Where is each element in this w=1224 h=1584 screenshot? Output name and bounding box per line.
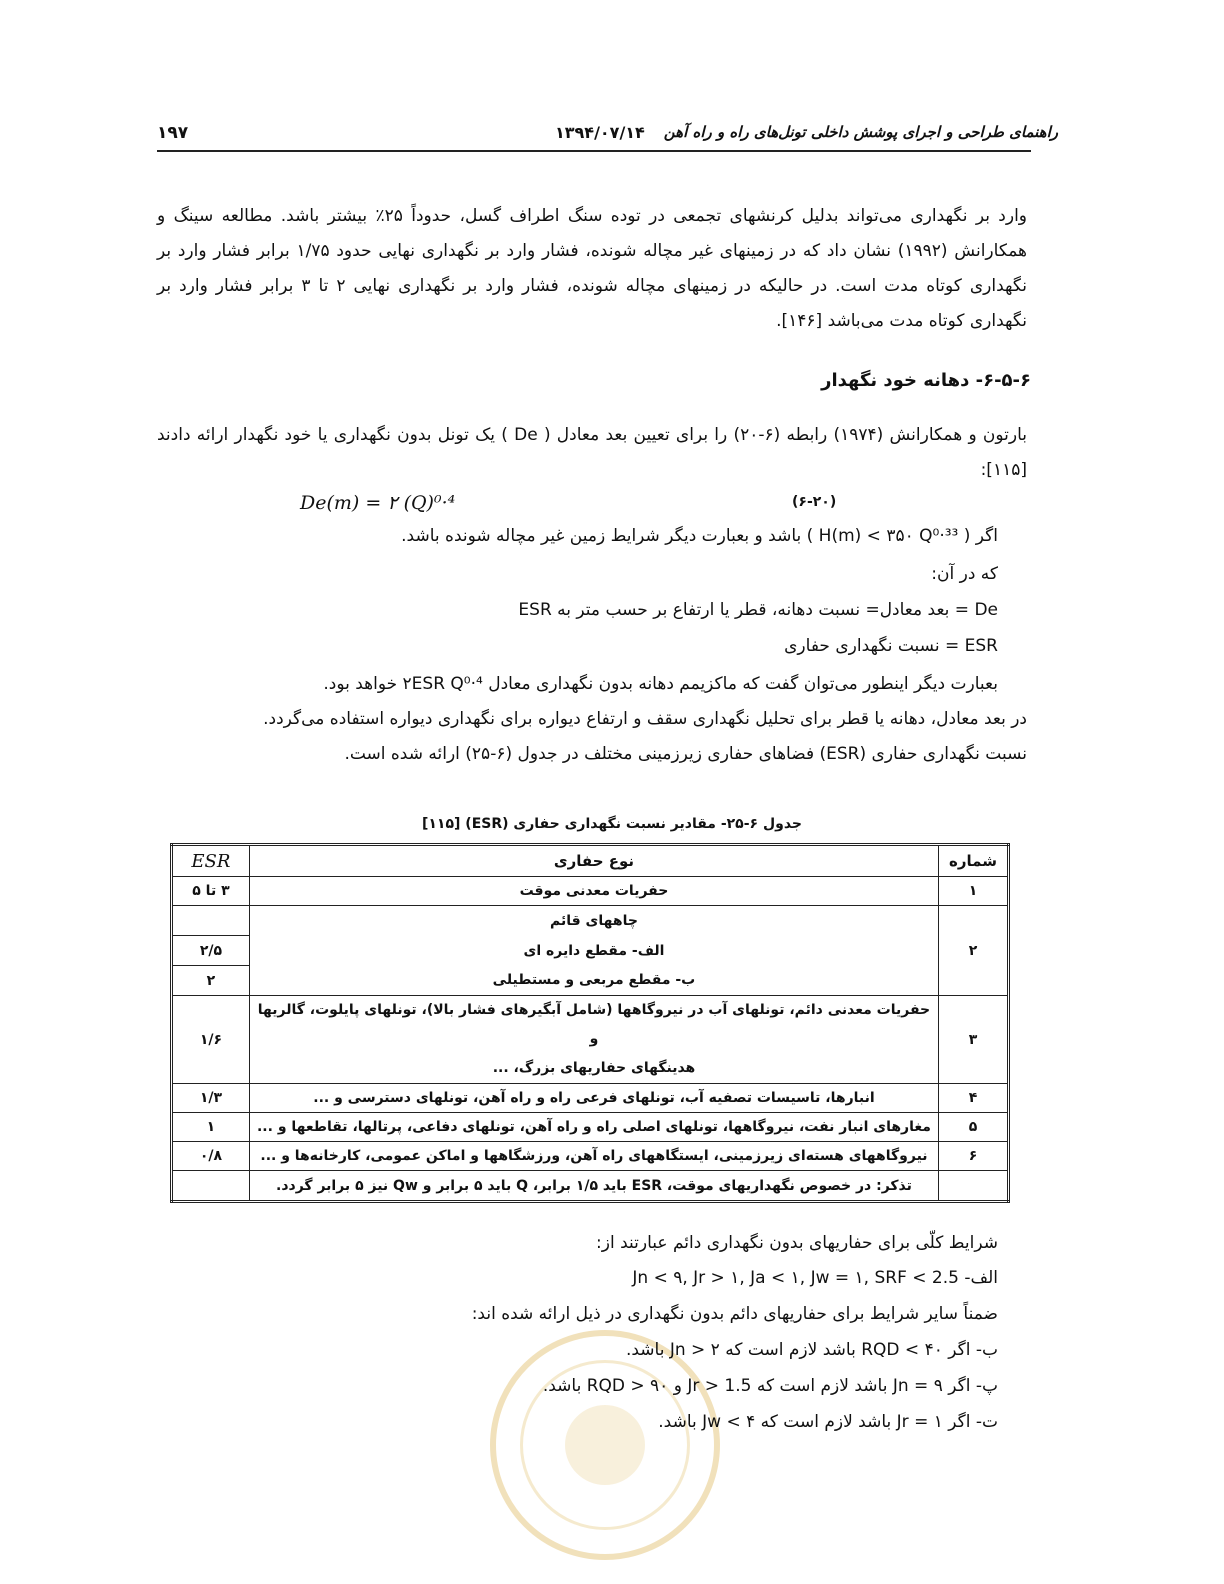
header-no: شماره [939, 845, 1009, 877]
equation-number: (۶-۲۰) [792, 494, 837, 510]
row-esr: ۰/۸ [172, 1142, 250, 1171]
watermark-seal-center [565, 1405, 645, 1485]
table-row [172, 1084, 1009, 1113]
note-empty-cell [172, 1171, 250, 1202]
intro-paragraph: وارد بر نگهداری می‌تواند بدلیل کرنشهای تجمعی در توده سنگ اطراف گسل، حدوداً ۲۵٪ بیشتر باشد. مطالعه سینگ و همکارانش (۱۹۹۲) نشان داد که در زمینهای غیر مچاله شونده، فشار وارد بر نگهداری نهایی حدود ۱/۷۵ برابر فشار وارد بر نگهداری کوتاه مدت است. در حالیکه در زمینهای مچاله شونده، فشار وارد بر نگهداری نهایی ۲ تا ۳ برابر فشار وارد بر نگهداری کوتاه مدت می‌باشد [۱۴۶]. [157, 206, 1028, 331]
row-esr: ۳ تا ۵ [172, 877, 250, 906]
row-type-line-2: هدینگهای حفاریهای بزرگ، ... [492, 1060, 696, 1076]
table-note-row [172, 1171, 1009, 1202]
row-no: ۲ [939, 906, 1009, 996]
span-usage-line: در بعد معادل، دهانه یا قطر برای تحلیل نگهداری سقف و ارتفاع دیواره برای نگهداری دیواره استفاده می‌گردد. [263, 709, 1027, 729]
header-type: نوع حفاری [249, 845, 938, 877]
condition-te: ت- اگر Jr = ۱ باشد لازم است که Jw < ۴ باشد. [658, 1412, 998, 1432]
row-type-line-1: حفریات معدنی دائم، تونلهای آب در نیروگاهها (شامل آبگیرهای فشار بالا)، تونلهای پایلوت، گالریها و [257, 1002, 931, 1047]
conditions-intro: شرایط کلّی برای حفاریهای بدون نگهداری دائم عبارتند از: [596, 1233, 998, 1253]
row-esr: ۱/۶ [172, 996, 250, 1084]
row-esr: ۱/۳ [172, 1084, 250, 1113]
running-title: راهنمای طراحی و اجرای پوشش داخلی تونل‌های راه و راه آهن [663, 123, 1058, 141]
row-type: چاههای قائم [249, 906, 938, 936]
condition-alef: الف- Jn < ۹, Jr > ۱, Ja < ۱, Jw = ۱, SRF < 2.5 [632, 1268, 998, 1288]
row-esr-a: ۲/۵ [172, 936, 250, 966]
row-esr: ۱ [172, 1113, 250, 1142]
definition-esr: ESR = نسبت نگهداری حفاری [784, 636, 998, 656]
table-subrow [172, 966, 1009, 996]
table-row [172, 996, 1009, 1084]
table-row [172, 906, 1009, 936]
table-row [172, 1113, 1009, 1142]
conditions-other-intro: ضمناً سایر شرایط برای حفاریهای دائم بدون نگهداری در ذیل ارائه شده اند: [471, 1304, 998, 1324]
esr-table-reference: نسبت نگهداری حفاری (ESR) فضاهای حفاری زیرزمینی مختلف در جدول (۶-۲۵) ارائه شده است. [344, 744, 1027, 764]
header-rule [157, 150, 1031, 152]
row-esr-empty [172, 906, 250, 936]
esr-table [170, 843, 1010, 1203]
section-heading: ۶-۵-۶- دهانه خود نگهدار [821, 370, 1031, 391]
row-type: انبارها، تاسیسات تصفیه آب، تونلهای فرعی راه و راه آهن، تونلهای دسترسی و ... [249, 1084, 938, 1113]
condition-be: ب- اگر RQD < ۴۰ باشد لازم است که Jn > ۲ باشد. [625, 1340, 998, 1360]
condition-line: اگر ( H(m) < ۳۵۰ Q⁰·³³ ) باشد و بعبارت دیگر شرایط زمین غیر مچاله شونده باشد. [401, 526, 998, 546]
row-no: ۴ [939, 1084, 1009, 1113]
table-note: تذکر: در خصوص نگهداریهای موقت، ESR باید ۱/۵ برابر، Q باید ۵ برابر و Qw نیز ۵ برابر گردد. [249, 1171, 938, 1202]
row-esr-b: ۲ [172, 966, 250, 996]
definition-de: De = بعد معادل= نسبت دهانه، قطر یا ارتفاع بر حسب متر به ESR [518, 600, 998, 620]
where-label: که در آن: [931, 564, 998, 584]
note-empty-cell [939, 1171, 1009, 1202]
row-no: ۳ [939, 996, 1009, 1084]
row-subtype-a: الف- مقطع دایره ای [249, 936, 938, 966]
row-no: ۵ [939, 1113, 1009, 1142]
header-date: ۱۳۹۴/۰۷/۱۴ [555, 123, 645, 142]
equation: De(m) = ۲ (Q)⁰·⁴ [300, 492, 456, 514]
barton-paragraph: بارتون و همکارانش (۱۹۷۴) رابطه (۶-۲۰) را برای تعیین بعد معادل ( De ) یک تونل بدون نگهداری یا خود نگهدار ارائه دادند [۱۱۵]: [157, 425, 1028, 480]
max-span-line: بعبارت دیگر اینطور می‌توان گفت که ماکزیمم دهانه بدون نگهداری معادل ۲ESR Q⁰·⁴ خواهد بود. [323, 674, 998, 694]
row-type: نیروگاههای هسته‌ای زیرزمینی، ایستگاههای راه آهن، ورزشگاهها و اماکن عمومی، کارخانه‌ها و ... [249, 1142, 938, 1171]
header-esr: ESR [172, 845, 250, 877]
table-caption: جدول ۶-۲۵- مقادیر نسبت نگهداری حفاری (ESR) [۱۱۵] [421, 816, 802, 832]
table-subrow [172, 936, 1009, 966]
table-header-row [172, 845, 1009, 877]
table-row [172, 877, 1009, 906]
row-no: ۶ [939, 1142, 1009, 1171]
row-no: ۱ [939, 877, 1009, 906]
page-number: ۱۹۷ [157, 123, 189, 143]
row-type: حفریات معدنی موقت [249, 877, 938, 906]
row-type: مغارهای انبار نفت، نیروگاهها، تونلهای اصلی راه و راه آهن، تونلهای دفاعی، پرتالها، تقاطعها و ... [249, 1113, 938, 1142]
row-type [249, 996, 938, 1084]
table-row [172, 1142, 1009, 1171]
row-subtype-b: ب- مقطع مربعی و مستطیلی [249, 966, 938, 996]
condition-pe: پ- اگر Jn = ۹ باشد لازم است که Jr > 1.5 و RQD > ۹۰ باشد. [542, 1376, 998, 1396]
